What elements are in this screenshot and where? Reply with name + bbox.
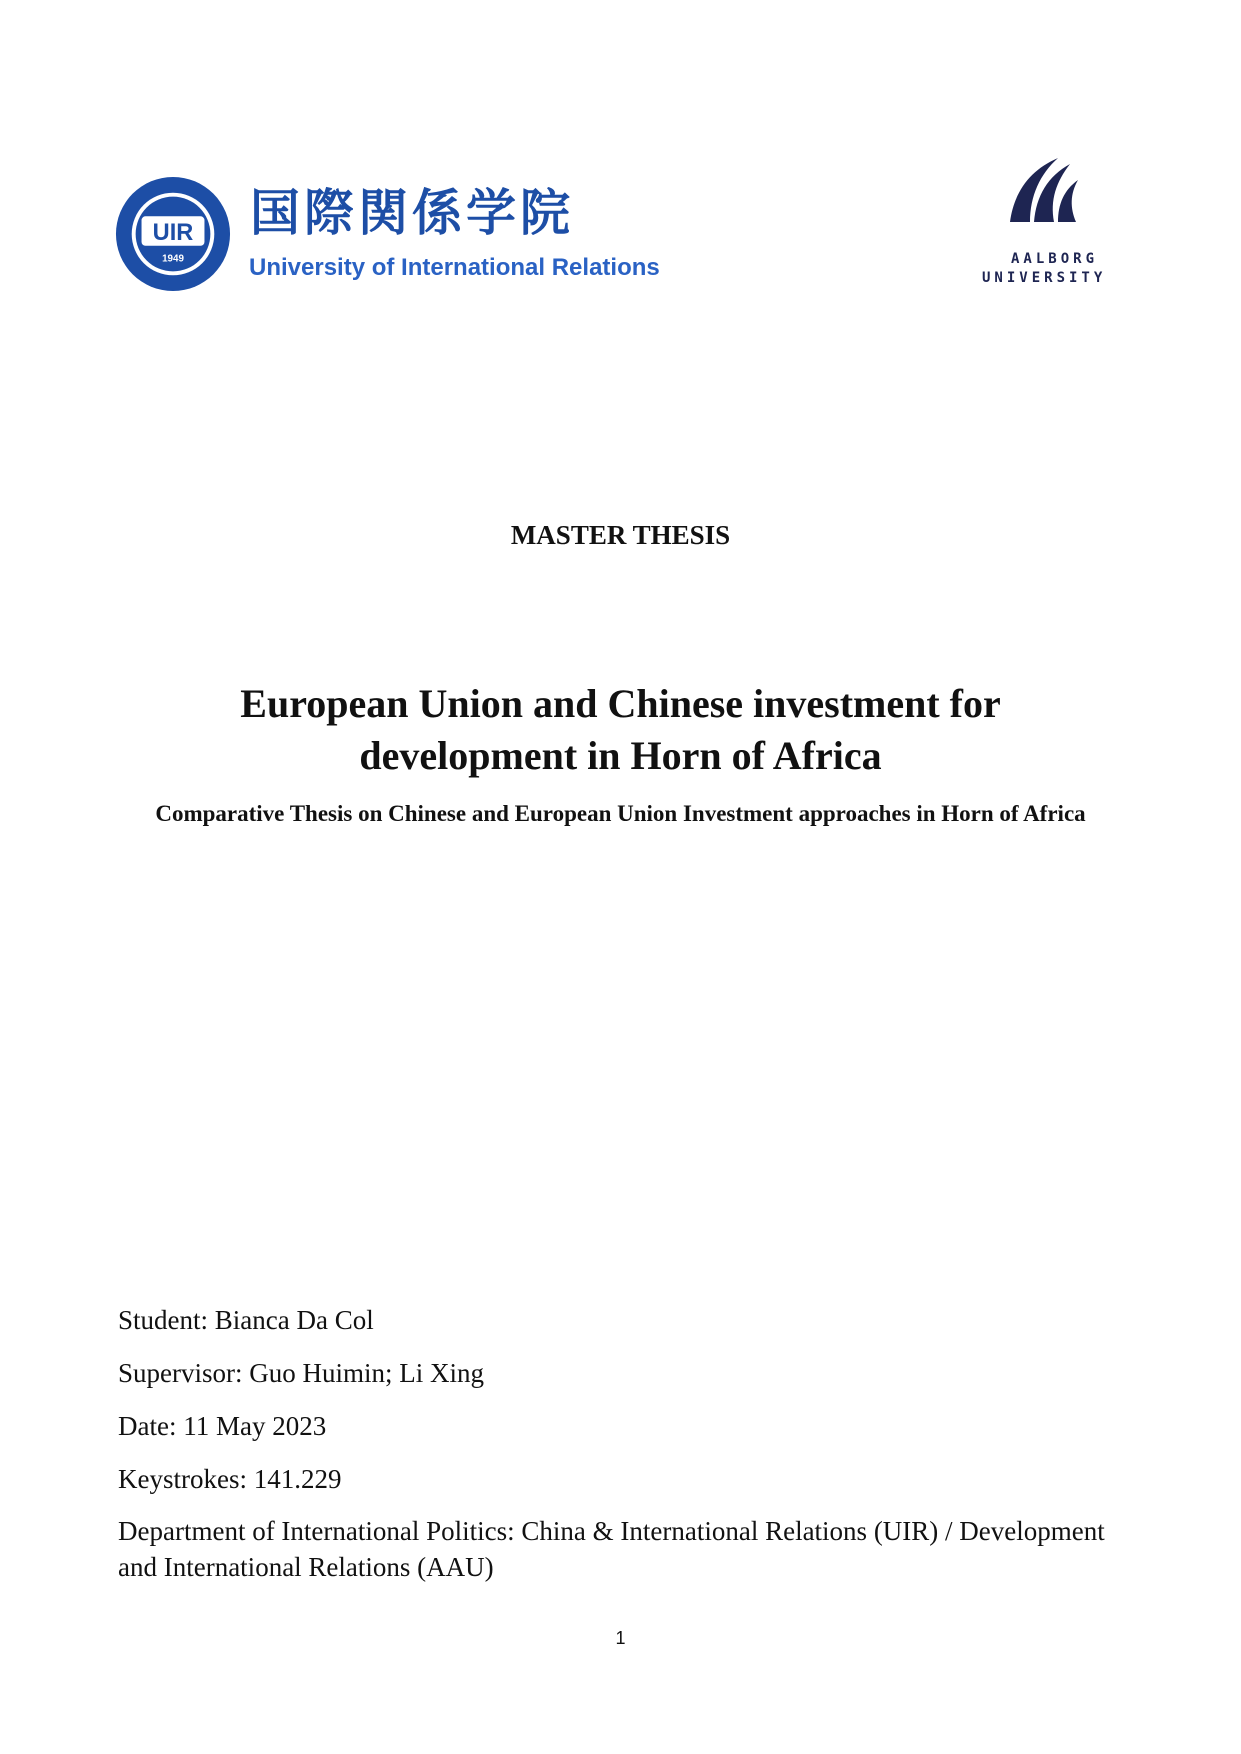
document-type-label: MASTER THESIS [510, 520, 731, 550]
supervisor-line: Supervisor: Guo Huimin; Li Xing [118, 1358, 484, 1388]
uir-english-name: University of International Relations [249, 254, 660, 281]
uir-seal-monogram: UIR [152, 219, 194, 246]
uir-chinese-name: 国際関係学院 [250, 184, 574, 242]
aau-wave-logo [1000, 152, 1080, 232]
keystrokes-line: Keystrokes: 141.229 [118, 1464, 342, 1494]
document-subtitle: Comparative Thesis on Chinese and European Union Investment approaches in Horn of Africa [155, 801, 1086, 826]
document-title: European Union and Chinese investment for development in Horn of Africa [240, 681, 1001, 778]
aau-name-line2: UNIVERSITY [982, 270, 1107, 286]
uir-seal-logo [114, 175, 232, 293]
student-line: Student: Bianca Da Col [118, 1305, 374, 1335]
date-line: Date: 11 May 2023 [118, 1411, 327, 1441]
aau-name-line1: AALBORG [1011, 251, 1099, 267]
page-number: 1 [615, 1628, 626, 1648]
uir-seal-year: 1949 [162, 253, 184, 265]
department-line: Department of International Politics: China & International Relations (UIR) / Development and International Relations (AAU) [118, 1516, 1105, 1582]
